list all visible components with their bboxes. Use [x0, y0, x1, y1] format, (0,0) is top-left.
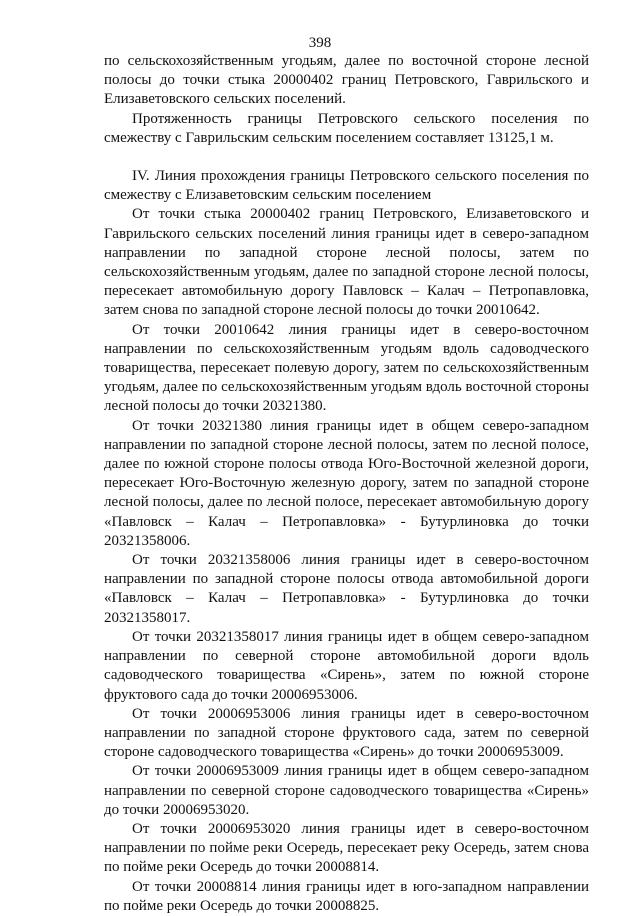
paragraph: От точки 20321358006 линия границы идет в северо-восточном направлении по западной стороне полосы отвода автомобильной дороги «Павловск – Калач – Петропавловка» - Бутурлиновка до точки 20321358017. [104, 552, 589, 626]
paragraph: От точки 20321380 линия границы идет в общем северо-западном направлении по западной стороне лесной полосы, затем по лесной полосе, далее по южной стороне полосы отвода Юго-Восточной железной дороги, пересекает Юго-Восточную железную дорогу, затем по западной стороне лесной полосы, далее по лесной полосе, пересекает автомобильную дорогу «Павловск – Калач – Петропавловка» - Бутурлиновка до точки 20321358006. [104, 417, 589, 549]
paragraph: От точки 20321358017 линия границы идет в общем северо-западном направлении по северной стороне автомобильной дороги вдоль садоводческого товарищества «Сирень», затем по южной стороне фруктового сада до точки 20006953006. [104, 628, 589, 703]
section-heading: IV. Линия прохождения границы Петровского сельского поселения по смежеству с Елизаветовским сельским поселением [104, 168, 589, 204]
paragraph: От точки 20010642 линия границы идет в северо-восточном направлении по сельскохозяйственным угодьям вдоль садоводческого товарищества, пересекает полевую дорогу, затем по сельскохозяйственным угодьям, далее по сельскохозяйственным угодьям вдоль восточной стороны лесной полосы до точки 20321380. [104, 321, 589, 415]
paragraph: От точки 20006953020 линия границы идет в северо-восточном направлении по пойме реки Осередь, пересекает реку Осередь, затем снова по пойме реки Осередь до точки 20008814. [104, 820, 589, 876]
paragraph: От точки 20006953006 линия границы идет в северо-восточном направлении по западной стороне фруктового сада, затем по северной стороне садоводческого товарищества «Сирень» до точки 20006953009. [104, 705, 589, 761]
document-body [104, 52, 589, 916]
paragraph: От точки стыка 20000402 границ Петровского, Елизаветовского и Гаврильского сельских поселений линия границы идет в северо-западном направлении по западной стороне лесной полосы, затем по сельскохозяйственным угодьям, далее по западной стороне лесной полосы, пересекает автомобильную дорогу Павловск – Калач – Петропавловка, затем снова по западной стороне лесной полосы до точки 20010642. [104, 206, 589, 319]
paragraph: От точки 20006953009 линия границы идет в общем северо-западном направлении по северной стороне садоводческого товарищества «Сирень» до точки 20006953020. [104, 763, 589, 818]
paragraph-boundary-length: Протяженность границы Петровского сельского поселения по смежеству с Гаврильским сельским поселением составляет 13125,1 м. [104, 110, 589, 146]
page-number: 398 [308, 35, 332, 51]
paragraph: От точки 20008814 линия границы идет в юго-западном направлении по пойме реки Осередь до точки 20008825. [104, 878, 589, 914]
paragraph-continuation: по сельскохозяйственным угодьям, далее по восточной стороне лесной полосы до точки стыка 20000402 границ Петровского, Гаврильского и Елизаветовского сельских поселений. [104, 53, 589, 108]
